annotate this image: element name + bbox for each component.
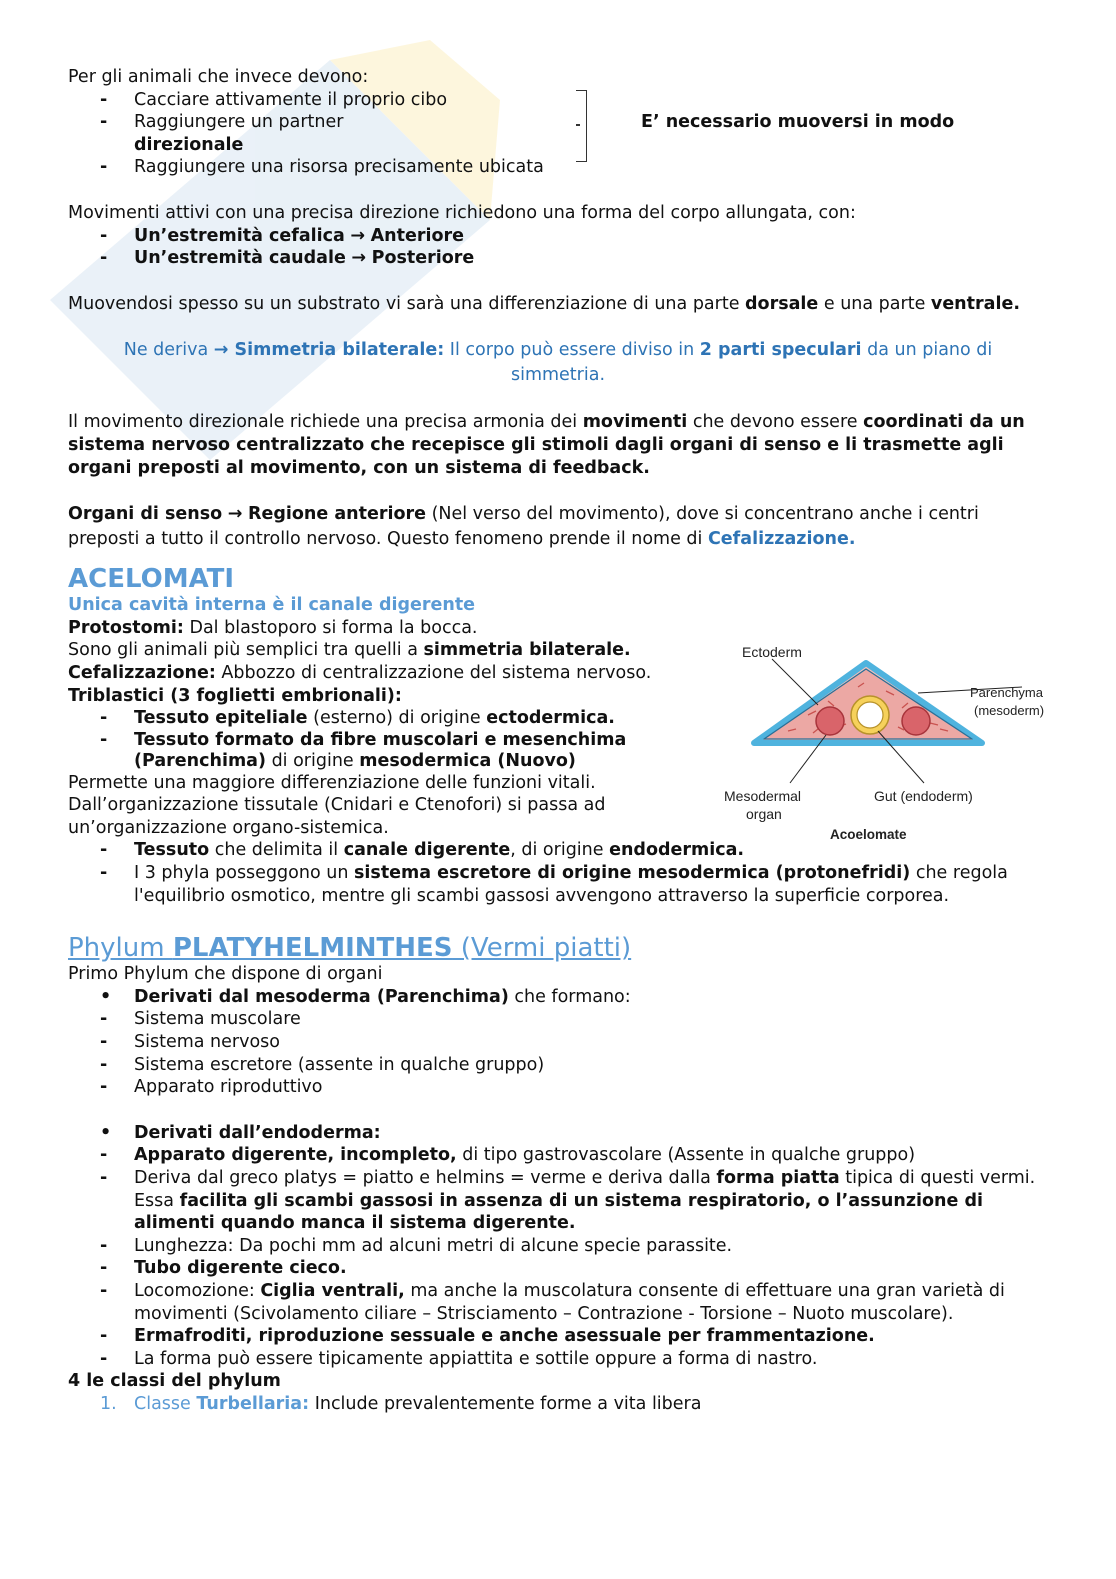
list-item [68, 134, 1048, 157]
brace-text: E’ necessario muoversi in modo [641, 112, 955, 133]
protostomi-line: Protostomi: Dal blastoporo si forma la bocca. [68, 617, 478, 638]
list-item: - Raggiungere una risorsa precisamente ubicata [100, 157, 544, 178]
classi-line: 4 le classi del phylum [68, 1371, 281, 1392]
primo-line: Primo Phylum che dispone di organi [68, 964, 383, 985]
list-item: - Ermafroditi, riproduzione sessuale e anche asessuale per frammentazione. [100, 1326, 875, 1347]
list-item: - I 3 phyla posseggono un sistema escretore di origine mesodermica (protonefridi) che regola l'equilibrio osmotico, mentre gli scambi gassosi avvengono attraverso la superficie corporea. [100, 863, 1008, 906]
list-item: - Sistema escretore (assente in qualche gruppo) [100, 1054, 545, 1075]
label-mesoderm: (mesoderm) [974, 703, 1045, 718]
figure-caption: Acoelomate [830, 827, 907, 842]
phylum-heading: Phylum PLATYHELMINTHES (Vermi piatti) [68, 933, 632, 964]
cefalizzazione-line: Cefalizzazione: Abbozzo di centralizzazione del sistema nervoso. [68, 662, 652, 683]
list-item: - Un’estremità cefalica → Anteriore [100, 225, 465, 246]
acelomati-heading: ACELOMATI [68, 564, 235, 595]
dall-line: Dall’organizzazione tissutale (Cnidari e Ctenofori) si passa ad un’organizzazione organo-sistemica. [68, 795, 606, 838]
mesodermal-organ-right [902, 707, 930, 735]
list-item: - Locomozione: Ciglia ventrali, ma anche la muscolatura consente di effettuare una gran varietà di movimenti (Scivolamento ciliare – Strisciamento – Contrazione - Torsione – Nuoto muscolare). [100, 1280, 1005, 1324]
list-item: • Derivati dal mesoderma (Parenchima) che formano: [100, 986, 631, 1007]
list-item: - Apparato digerente, incompleto, di tipo gastrovascolare (Assente in qualche gruppo) [100, 1145, 916, 1166]
list-item: - Deriva dal greco platys = piatto e helmins = verme e deriva dalla forma piatta tipica di questi vermi. Essa facilita gli scambi gassosi in assenza di un sistema respiratorio, o l’assunzione di alimenti quando manca il sistema digerente. [100, 1168, 1036, 1234]
acelomati-list-2 [68, 839, 1048, 907]
list-item: - Tessuto che delimita il canale digerente, di origine endodermica. [100, 840, 745, 861]
list-item: 1. Classe Turbellaria: Include prevalentemente forme a vita libera [100, 1393, 702, 1414]
label-mesodermal: Mesodermal [724, 788, 802, 804]
classi-list [68, 1393, 1048, 1416]
senses-paragraph: Organi di senso → Regione anteriore (Nel verso del movimento), dove si concentrano anche i centri preposti a tutto il controllo nervoso. Questo fenomeno prende il nome di Cefalizzazione. [68, 504, 979, 550]
movement-lead: Movimenti attivi con una precisa direzione richiedono una forma del corpo allungata, con: [68, 202, 856, 223]
list-item: - Tessuto epiteliale (esterno) di origine ectodermica. [100, 708, 615, 729]
permette-line: Permette una maggiore differenziazione delle funzioni vitali. [68, 772, 596, 793]
meso-list [68, 986, 1048, 1099]
triblastici-line: Triblastici (3 foglietti embrionali): [68, 685, 402, 706]
intro-lead: Per gli animali che invece devono: [68, 67, 369, 87]
document-page [68, 66, 1048, 1416]
label-parenchyma: Parenchyma [970, 685, 1043, 700]
list-item: - Lunghezza: Da pochi mm ad alcuni metri di alcune specie parassite. [100, 1235, 733, 1256]
list-item: • Derivati dall’endoderma: [100, 1122, 381, 1143]
gut-lumen [857, 702, 883, 728]
mesodermal-organ-left [816, 707, 844, 735]
simple-line: Sono gli animali più semplici tra quelli a simmetria bilaterale. [68, 640, 631, 661]
list-item: - Sistema muscolare [100, 1009, 301, 1030]
intro-list [68, 89, 1048, 179]
list-item: - Raggiungere un partner E’ necessario muoversi in modo [100, 112, 955, 133]
nervous-paragraph: Il movimento direzionale richiede una precisa armonia dei movimenti che devono essere coordinati da un sistema nervoso centralizzato che recepisce gli stimoli dagli organi di senso e li trasmette agli organi preposti al movimento, con un sistema di feedback. [68, 412, 1025, 478]
list-item: - Un’estremità caudale → Posteriore [100, 248, 475, 269]
tessuti-list [68, 707, 668, 772]
list-item: - Sistema nervoso [100, 1032, 280, 1053]
acelomati-subtitle: Unica cavità interna è il canale digerente [68, 595, 476, 616]
list-item: - Cacciare attivamente il proprio cibo [100, 89, 448, 110]
list-item: - Apparato riproduttivo [100, 1077, 323, 1098]
substrate-paragraph: Muovendosi spesso su un substrato vi sarà una differenziazione di una parte dorsale e una parte ventrale. [68, 293, 1020, 314]
movement-list [68, 225, 1048, 270]
symmetry-callout: Ne deriva → Simmetria bilaterale: Il corpo può essere diviso in 2 parti speculari da un piano di simmetria. [123, 340, 993, 386]
acoelomate-diagram [718, 639, 1048, 842]
label-ectoderm: Ectoderm [742, 644, 802, 660]
list-item: - La forma può essere tipicamente appiattita e sottile oppure a forma di nastro. [100, 1348, 818, 1369]
brace-text-cont: direzionale [134, 134, 244, 155]
list-item: - Tubo digerente cieco. [100, 1258, 347, 1279]
label-organ: organ [746, 806, 782, 822]
list-item: - Tessuto formato da fibre muscolari e mesenchima (Parenchima) di origine mesodermica (Nuovo) [100, 729, 627, 771]
label-gut: Gut (endoderm) [874, 788, 973, 804]
endo-list [68, 1122, 1048, 1371]
